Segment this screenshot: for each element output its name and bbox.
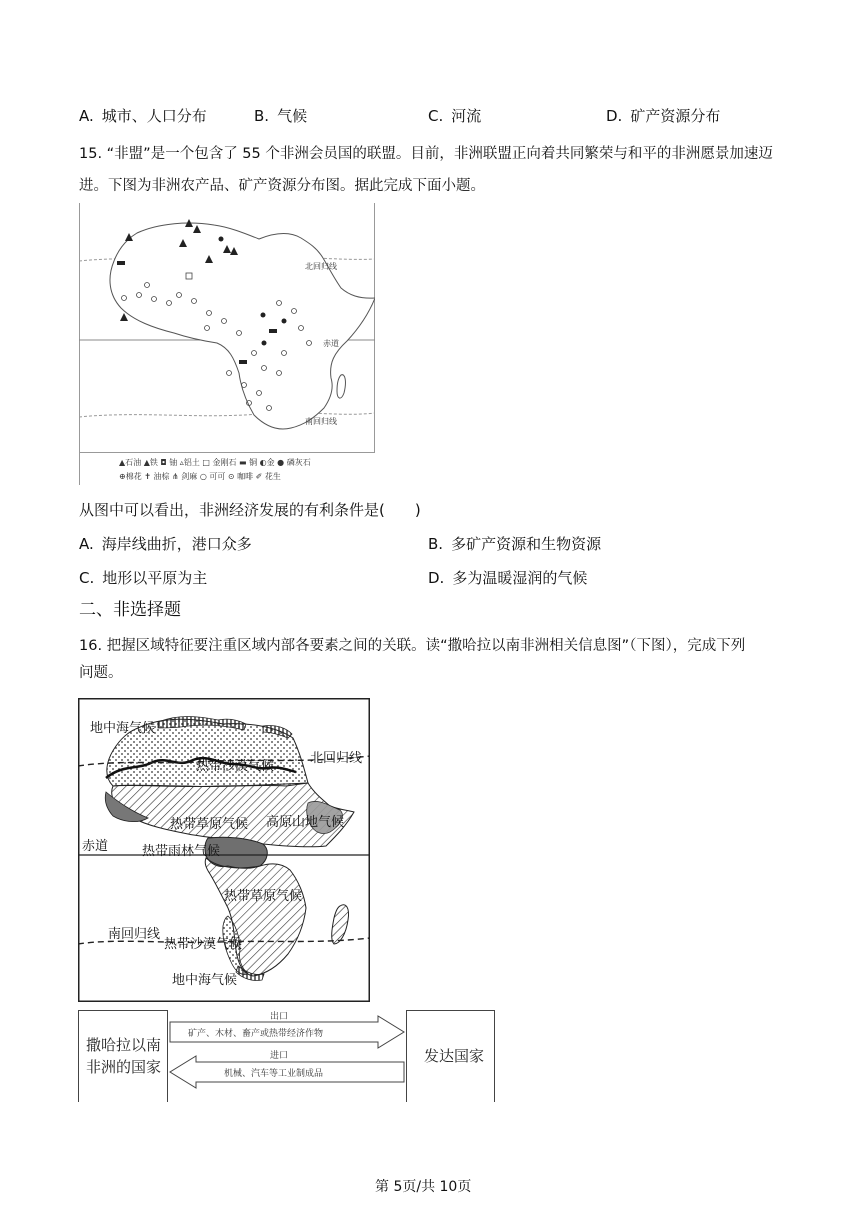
label-equator: 赤道	[82, 839, 109, 854]
export-label: 出口	[270, 1012, 289, 1022]
label-savanna-north: 热带草原气候	[170, 817, 249, 832]
right-box-label: 发达国家	[424, 1047, 485, 1065]
section-title: 二、非选择题	[79, 600, 181, 620]
q15-stem-line1: 15. “非盟”是一个包含了 55 个非洲会员国的联盟。目前，非洲联盟正向着共同繁荣与和平的非洲愿景加速迈	[79, 146, 773, 162]
q15-option-c: C. 地形以平原为主	[79, 569, 208, 587]
left-box-line1: 撒哈拉以南	[86, 1036, 162, 1054]
map-legend-line1: ▲石油 ▲铁 ◘ 铀 ▵铝土 □ 金刚石 ▬ 铜 ◐金 ● 磷灰石	[119, 458, 311, 467]
export-goods: 矿产、木材、畜产或热带经济作物	[188, 1029, 324, 1039]
label-mediterranean-north: 地中海气候	[90, 721, 156, 736]
q15-option-b: B. 多矿产资源和生物资源	[428, 535, 602, 553]
label-mediterranean-south: 地中海气候	[172, 973, 238, 988]
q15-option-d: D. 多为温暖湿润的气候	[428, 569, 588, 587]
label-desert-south: 热带沙漠气候	[164, 937, 243, 952]
label-rainforest: 热带雨林气候	[142, 844, 221, 859]
import-goods: 机械、汽车等工业制成品	[224, 1069, 324, 1079]
tropic-north-label: 北回归线	[305, 262, 337, 271]
trade-diagram	[78, 1010, 498, 1102]
q14-option-b: B. 气候	[254, 107, 308, 125]
label-highland: 高原山地气候	[266, 815, 345, 830]
label-savanna-south: 热带草原气候	[224, 889, 303, 904]
q15-stem-line2: 进。下图为非洲农产品、矿产资源分布图。据此完成下面小题。	[79, 178, 485, 194]
tropic-south-label: 南回归线	[305, 417, 337, 426]
q14-option-a: A. 城市、人口分布	[79, 107, 207, 125]
q14-option-c: C. 河流	[428, 107, 482, 125]
label-tropic-north: 北回归线	[310, 751, 363, 766]
q15-question: 从图中可以看出，非洲经济发展的有利条件是( )	[79, 501, 421, 519]
q15-option-a: A. 海岸线曲折，港口众多	[79, 535, 252, 553]
q14-option-d: D. 矿产资源分布	[606, 107, 721, 125]
left-box-line2: 非洲的国家	[86, 1058, 162, 1076]
page-footer: 第 5页/共 10页	[375, 1179, 472, 1195]
label-tropic-south: 南回归线	[108, 927, 161, 942]
climate-map	[78, 698, 370, 1002]
q16-stem-line2: 问题。	[79, 665, 123, 681]
resource-map	[79, 203, 375, 485]
label-desert-north: 热带沙漠气候	[196, 759, 275, 774]
equator-label: 赤道	[323, 339, 339, 348]
map-legend-line2: ⊕棉花 ✝ 油棕 ⋔ 剑麻 ○ 可可 ⊙ 咖啡 ✐ 花生	[119, 472, 281, 481]
import-label: 进口	[270, 1051, 289, 1061]
q16-stem-line1: 16. 把握区域特征要注重区域内部各要素之间的关联。读“撒哈拉以南非洲相关信息图”（下图），完成下列	[79, 638, 746, 654]
